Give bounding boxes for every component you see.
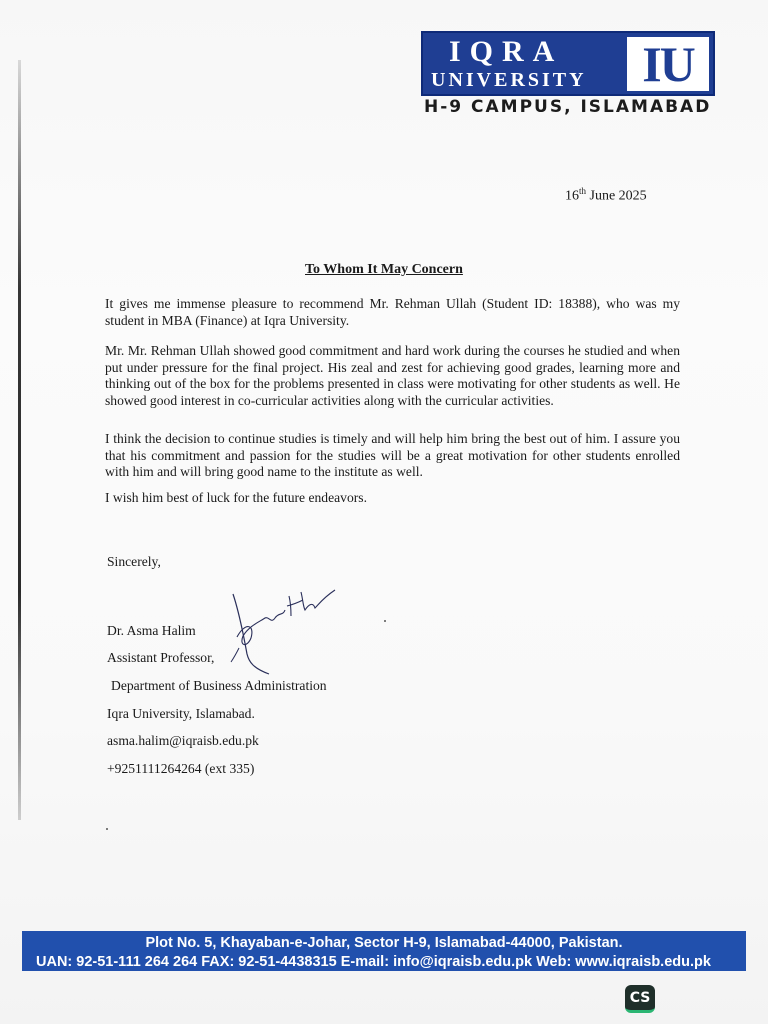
signatory-name: Dr. Asma Halim: [107, 623, 196, 638]
footer-address: Plot No. 5, Khayaban-e-Johar, Sector H-9, Islamabad-44000, Pakistan.: [145, 935, 623, 951]
signatory-department: Department of Business Administration: [111, 678, 327, 693]
paragraph-4: I wish him best of luck for the future endeavors.: [105, 490, 367, 505]
letterhead-footer: [22, 931, 746, 971]
logo-university-text: UNIVERSITY: [431, 69, 587, 91]
signatory-phone: +9251111264264 (ext 335): [107, 761, 255, 776]
camscanner-icon: CS: [625, 985, 655, 1013]
signatory-institution: Iqra University, Islamabad.: [107, 706, 255, 721]
logo-iqra-text: IQRA: [449, 35, 564, 68]
paragraph-3: I think the decision to continue studies is timely and will help him bring the best out of him. I assure you that his commitment and passion for the studies will be a great motivation for other students enrolled with him and will bring good name to the institute as well.: [105, 431, 680, 480]
page-shadow-edge: [18, 60, 21, 820]
paragraph-1: It gives me immense pleasure to recommend Mr. Rehman Ullah (Student ID: 18388), who was my student in MBA (Finance) at Iqra University.: [105, 296, 680, 328]
handwritten-signature: [225, 582, 340, 677]
paragraph-2: Mr. Mr. Rehman Ullah showed good commitment and hard work during the courses he studied and when put under pressure for the final project. His zeal and zest for achieving good grades, learning more and thinking out of the box for the problems presented in class were motivating for other students as well. He showed good interest in co-curricular activities along with the curricular activities.: [105, 343, 680, 408]
scan-speck: [106, 828, 108, 830]
letter-heading: To Whom It May Concern: [305, 262, 463, 277]
footer-contact: UAN: 92-51-111 264 264 FAX: 92-51-4438315 E-mail: info@iqraisb.edu.pk Web: www.iqraisb.edu.pk: [36, 954, 711, 970]
letter-date: 16th June 2025: [565, 186, 647, 204]
scan-speck: [384, 620, 386, 622]
closing: Sincerely,: [107, 554, 161, 569]
campus-name: H-9 CAMPUS, ISLAMABAD: [424, 97, 712, 117]
university-logo: [421, 31, 715, 96]
signatory-email: asma.halim@iqraisb.edu.pk: [107, 733, 259, 748]
logo-monogram: IU: [627, 37, 709, 91]
signatory-title: Assistant Professor,: [107, 650, 215, 665]
